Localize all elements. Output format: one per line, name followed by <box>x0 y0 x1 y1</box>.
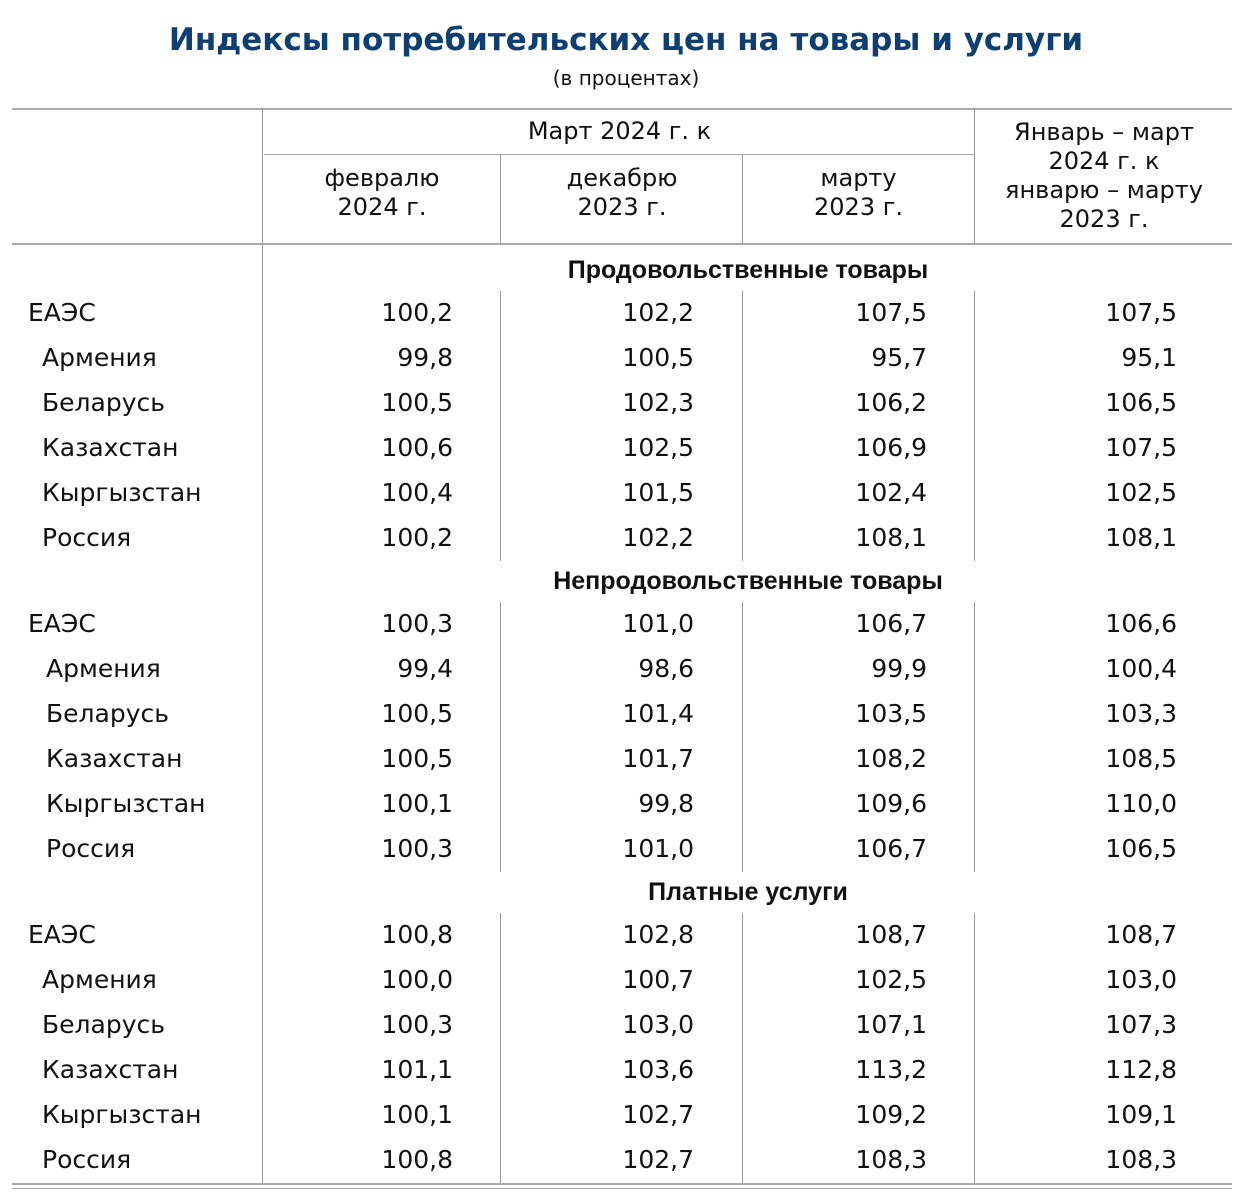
value-cell: 112,8 <box>1105 1055 1177 1084</box>
value-cell: 100,1 <box>381 1100 453 1129</box>
col-divider <box>974 602 975 872</box>
value-cell: 106,7 <box>855 609 927 638</box>
value-cell: 102,3 <box>622 388 694 417</box>
value-cell: 107,1 <box>855 1010 927 1039</box>
col-divider <box>742 602 743 872</box>
value-cell: 103,0 <box>1105 965 1177 994</box>
value-cell: 103,5 <box>855 699 927 728</box>
value-cell: 102,7 <box>622 1145 694 1174</box>
row-label: Кыргызстан <box>42 1100 202 1129</box>
value-cell: 100,5 <box>381 744 453 773</box>
table-top-rule <box>12 108 1232 110</box>
value-cell: 106,2 <box>855 388 927 417</box>
row-label: ЕАЭС <box>28 609 96 638</box>
value-cell: 108,3 <box>1105 1145 1177 1174</box>
value-cell: 95,7 <box>871 343 927 372</box>
section-title: Платные услуги <box>648 878 848 906</box>
col-divider <box>974 913 975 1183</box>
col-divider <box>742 913 743 1183</box>
value-cell: 103,3 <box>1105 699 1177 728</box>
value-cell: 101,0 <box>622 834 694 863</box>
value-cell: 100,3 <box>381 609 453 638</box>
header-col1: февралю 2024 г. <box>324 164 440 221</box>
value-cell: 108,7 <box>855 920 927 949</box>
value-cell: 101,0 <box>622 609 694 638</box>
col-divider <box>500 913 501 1183</box>
section-title: Продовольственные товары <box>567 256 929 284</box>
header-bottom-rule <box>12 243 1232 245</box>
value-cell: 103,0 <box>622 1010 694 1039</box>
row-label: Кыргызстан <box>42 478 202 507</box>
value-cell: 103,6 <box>622 1055 694 1084</box>
page-subtitle: (в процентах) <box>552 66 700 90</box>
value-cell: 108,1 <box>1105 523 1177 552</box>
value-cell: 100,3 <box>381 1010 453 1039</box>
value-cell: 107,3 <box>1105 1010 1177 1039</box>
row-label: Беларусь <box>42 1010 165 1039</box>
col-divider <box>262 108 263 1184</box>
value-cell: 108,1 <box>855 523 927 552</box>
value-cell: 109,2 <box>855 1100 927 1129</box>
value-cell: 95,1 <box>1121 343 1177 372</box>
header-col2: декабрю 2023 г. <box>566 164 678 221</box>
row-label: ЕАЭС <box>28 920 96 949</box>
value-cell: 101,7 <box>622 744 694 773</box>
row-label: Казахстан <box>42 433 179 462</box>
row-label: Армения <box>46 654 161 683</box>
value-cell: 102,8 <box>622 920 694 949</box>
value-cell: 100,8 <box>381 920 453 949</box>
value-cell: 106,9 <box>855 433 927 462</box>
header-group-label: Март 2024 г. к <box>527 117 712 145</box>
row-label: Армения <box>42 343 157 372</box>
value-cell: 99,8 <box>638 789 694 818</box>
value-cell: 108,7 <box>1105 920 1177 949</box>
row-label: Казахстан <box>42 1055 179 1084</box>
value-cell: 98,6 <box>638 654 694 683</box>
value-cell: 109,1 <box>1105 1100 1177 1129</box>
col-divider <box>500 154 501 244</box>
value-cell: 107,5 <box>1105 433 1177 462</box>
value-cell: 102,5 <box>1105 478 1177 507</box>
row-label: Россия <box>46 834 136 863</box>
value-cell: 101,5 <box>622 478 694 507</box>
row-label: Россия <box>42 523 132 552</box>
value-cell: 100,5 <box>381 388 453 417</box>
row-label: Кыргызстан <box>46 789 206 818</box>
table-bottom-rule-2 <box>12 1188 1232 1189</box>
value-cell: 107,5 <box>1105 298 1177 327</box>
row-label: ЕАЭС <box>28 298 96 327</box>
value-cell: 100,5 <box>381 699 453 728</box>
value-cell: 99,9 <box>871 654 927 683</box>
value-cell: 110,0 <box>1105 789 1177 818</box>
col-divider <box>974 291 975 561</box>
value-cell: 99,4 <box>397 654 453 683</box>
value-cell: 100,0 <box>381 965 453 994</box>
row-label: Беларусь <box>42 388 165 417</box>
header-group-rule <box>264 154 975 155</box>
row-label: Армения <box>42 965 157 994</box>
value-cell: 100,4 <box>1105 654 1177 683</box>
value-cell: 101,1 <box>381 1055 453 1084</box>
value-cell: 108,3 <box>855 1145 927 1174</box>
value-cell: 100,1 <box>381 789 453 818</box>
value-cell: 113,2 <box>855 1055 927 1084</box>
col-divider <box>500 291 501 561</box>
value-cell: 100,2 <box>381 523 453 552</box>
table-bottom-rule <box>12 1183 1232 1185</box>
value-cell: 106,5 <box>1105 388 1177 417</box>
col-divider <box>974 108 975 244</box>
col-divider <box>500 602 501 872</box>
row-label: Беларусь <box>46 699 169 728</box>
value-cell: 101,4 <box>622 699 694 728</box>
col-divider <box>742 154 743 244</box>
value-cell: 108,2 <box>855 744 927 773</box>
value-cell: 100,4 <box>381 478 453 507</box>
value-cell: 100,8 <box>381 1145 453 1174</box>
value-cell: 99,8 <box>397 343 453 372</box>
page-title: Индексы потребительских цен на товары и услуги <box>168 22 1084 58</box>
header-col4: Январь – март 2024 г. к январю – марту 2023 г. <box>1005 118 1203 233</box>
value-cell: 100,7 <box>622 965 694 994</box>
value-cell: 109,6 <box>855 789 927 818</box>
row-label: Казахстан <box>46 744 183 773</box>
value-cell: 102,5 <box>855 965 927 994</box>
value-cell: 106,5 <box>1105 834 1177 863</box>
value-cell: 100,3 <box>381 834 453 863</box>
col-divider <box>742 291 743 561</box>
section-title: Непродовольственные товары <box>553 567 943 595</box>
value-cell: 102,2 <box>622 523 694 552</box>
row-label: Россия <box>42 1145 132 1174</box>
value-cell: 106,6 <box>1105 609 1177 638</box>
value-cell: 108,5 <box>1105 744 1177 773</box>
value-cell: 100,5 <box>622 343 694 372</box>
value-cell: 100,6 <box>381 433 453 462</box>
value-cell: 102,7 <box>622 1100 694 1129</box>
value-cell: 102,2 <box>622 298 694 327</box>
header-col3: марту 2023 г. <box>814 164 903 221</box>
value-cell: 107,5 <box>855 298 927 327</box>
value-cell: 102,4 <box>855 478 927 507</box>
value-cell: 100,2 <box>381 298 453 327</box>
value-cell: 102,5 <box>622 433 694 462</box>
value-cell: 106,7 <box>855 834 927 863</box>
